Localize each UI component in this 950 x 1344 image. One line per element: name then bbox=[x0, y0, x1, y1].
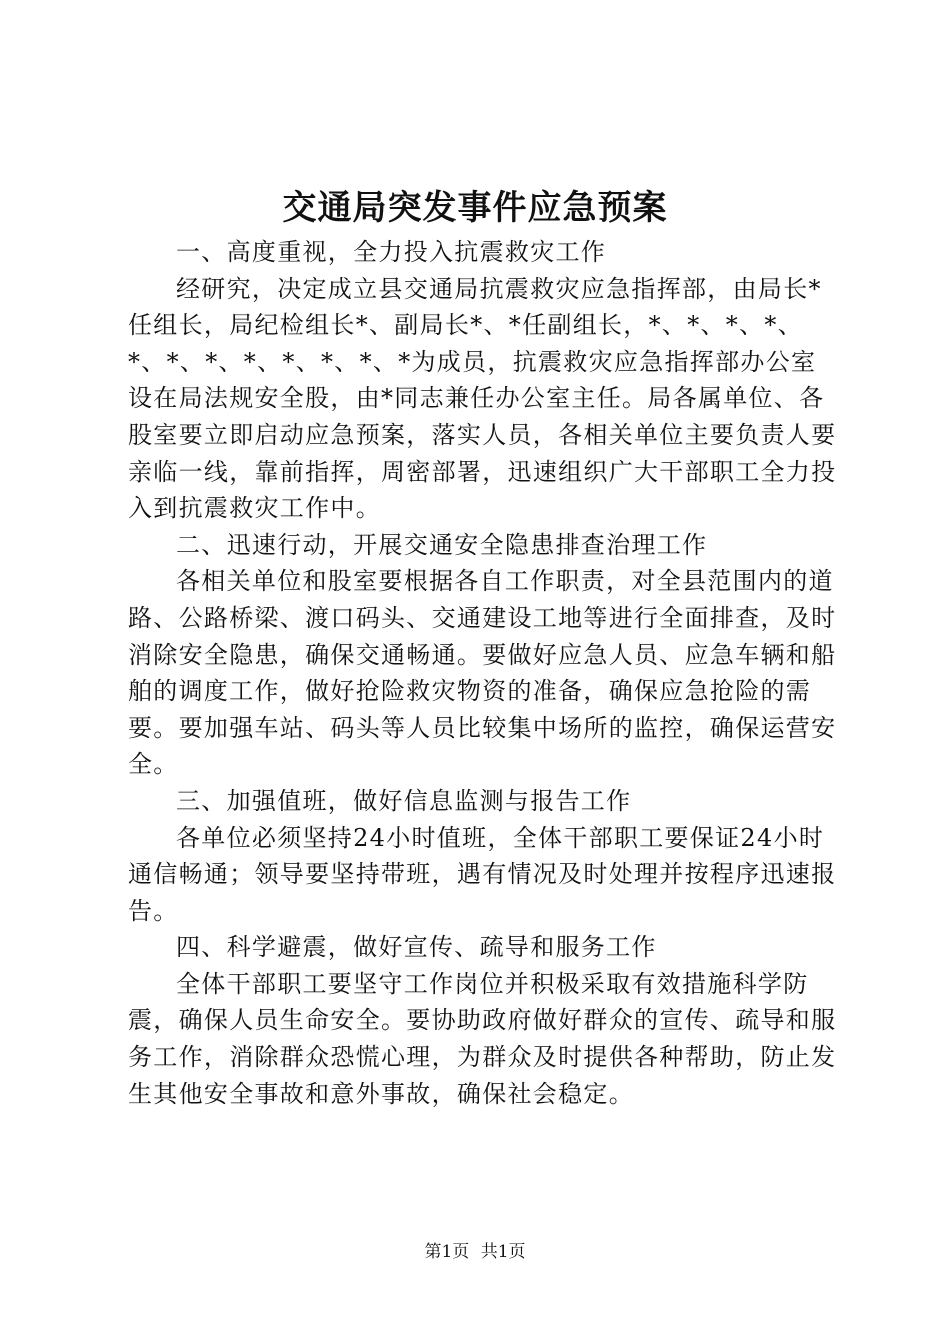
section-heading-3: 三、加强值班，做好信息监测与报告工作 bbox=[176, 786, 632, 815]
section-paragraph-2: 各相关单位和股室要根据各自工作职责，对全县范围内的道路、公路桥梁、渡口码头、交通建设工地等进行全面排查，及时消除安全隐患，确保交通畅通。要做好应急人员、应急车辆和船舶的调度工作，做好抢险救灾物资的准备，确保应急抢险的需要。要加强车站、码头等人员比较集中场所的监控，确保运营安全。 bbox=[128, 567, 837, 779]
page-number: 第1页 bbox=[424, 1242, 470, 1262]
document-body bbox=[128, 234, 840, 1112]
page-total: 共1页 bbox=[480, 1242, 526, 1262]
document-title: 交通局突发事件应急预案 bbox=[282, 188, 668, 228]
page-footer bbox=[0, 1240, 950, 1264]
section-paragraph-3: 各单位必须坚持24小时值班，全体干部职工要保证24小时通信畅通；领导要坚持带班，遇有情况及时处理并按程序迅速报告。 bbox=[128, 823, 837, 925]
section-heading-4: 四、科学避震，做好宣传、疏导和服务工作 bbox=[176, 933, 657, 962]
section-paragraph-1: 经研究，决定成立县交通局抗震救灾应急指挥部，由局长*任组长，局纪检组长*、副局长*、*任副组长，*、*、*、*、*、*、*、*、*、*、*、*为成员，抗震救灾应急指挥部办公室设在局法规安全股，由*同志兼任办公室主任。局各属单位、各股室要立即启动应急预案，落实人员，各相关单位主要负责人要亲临一线，靠前指挥，周密部署，迅速组织广大干部职工全力投入到抗震救灾工作中。 bbox=[128, 274, 837, 523]
section-heading-1: 一、高度重视，全力投入抗震救灾工作 bbox=[176, 238, 607, 266]
section-paragraph-4: 全体干部职工要坚守工作岗位并积极采取有效措施科学防震，确保人员生命安全。要协助政府做好群众的宣传、疏导和服务工作，消除群众恐慌心理，为群众及时提供各种帮助，防止发生其他安全事故和意外事故，确保社会稳定。 bbox=[128, 969, 837, 1108]
section-heading-2: 二、迅速行动，开展交通安全隐患排查治理工作 bbox=[176, 530, 708, 559]
